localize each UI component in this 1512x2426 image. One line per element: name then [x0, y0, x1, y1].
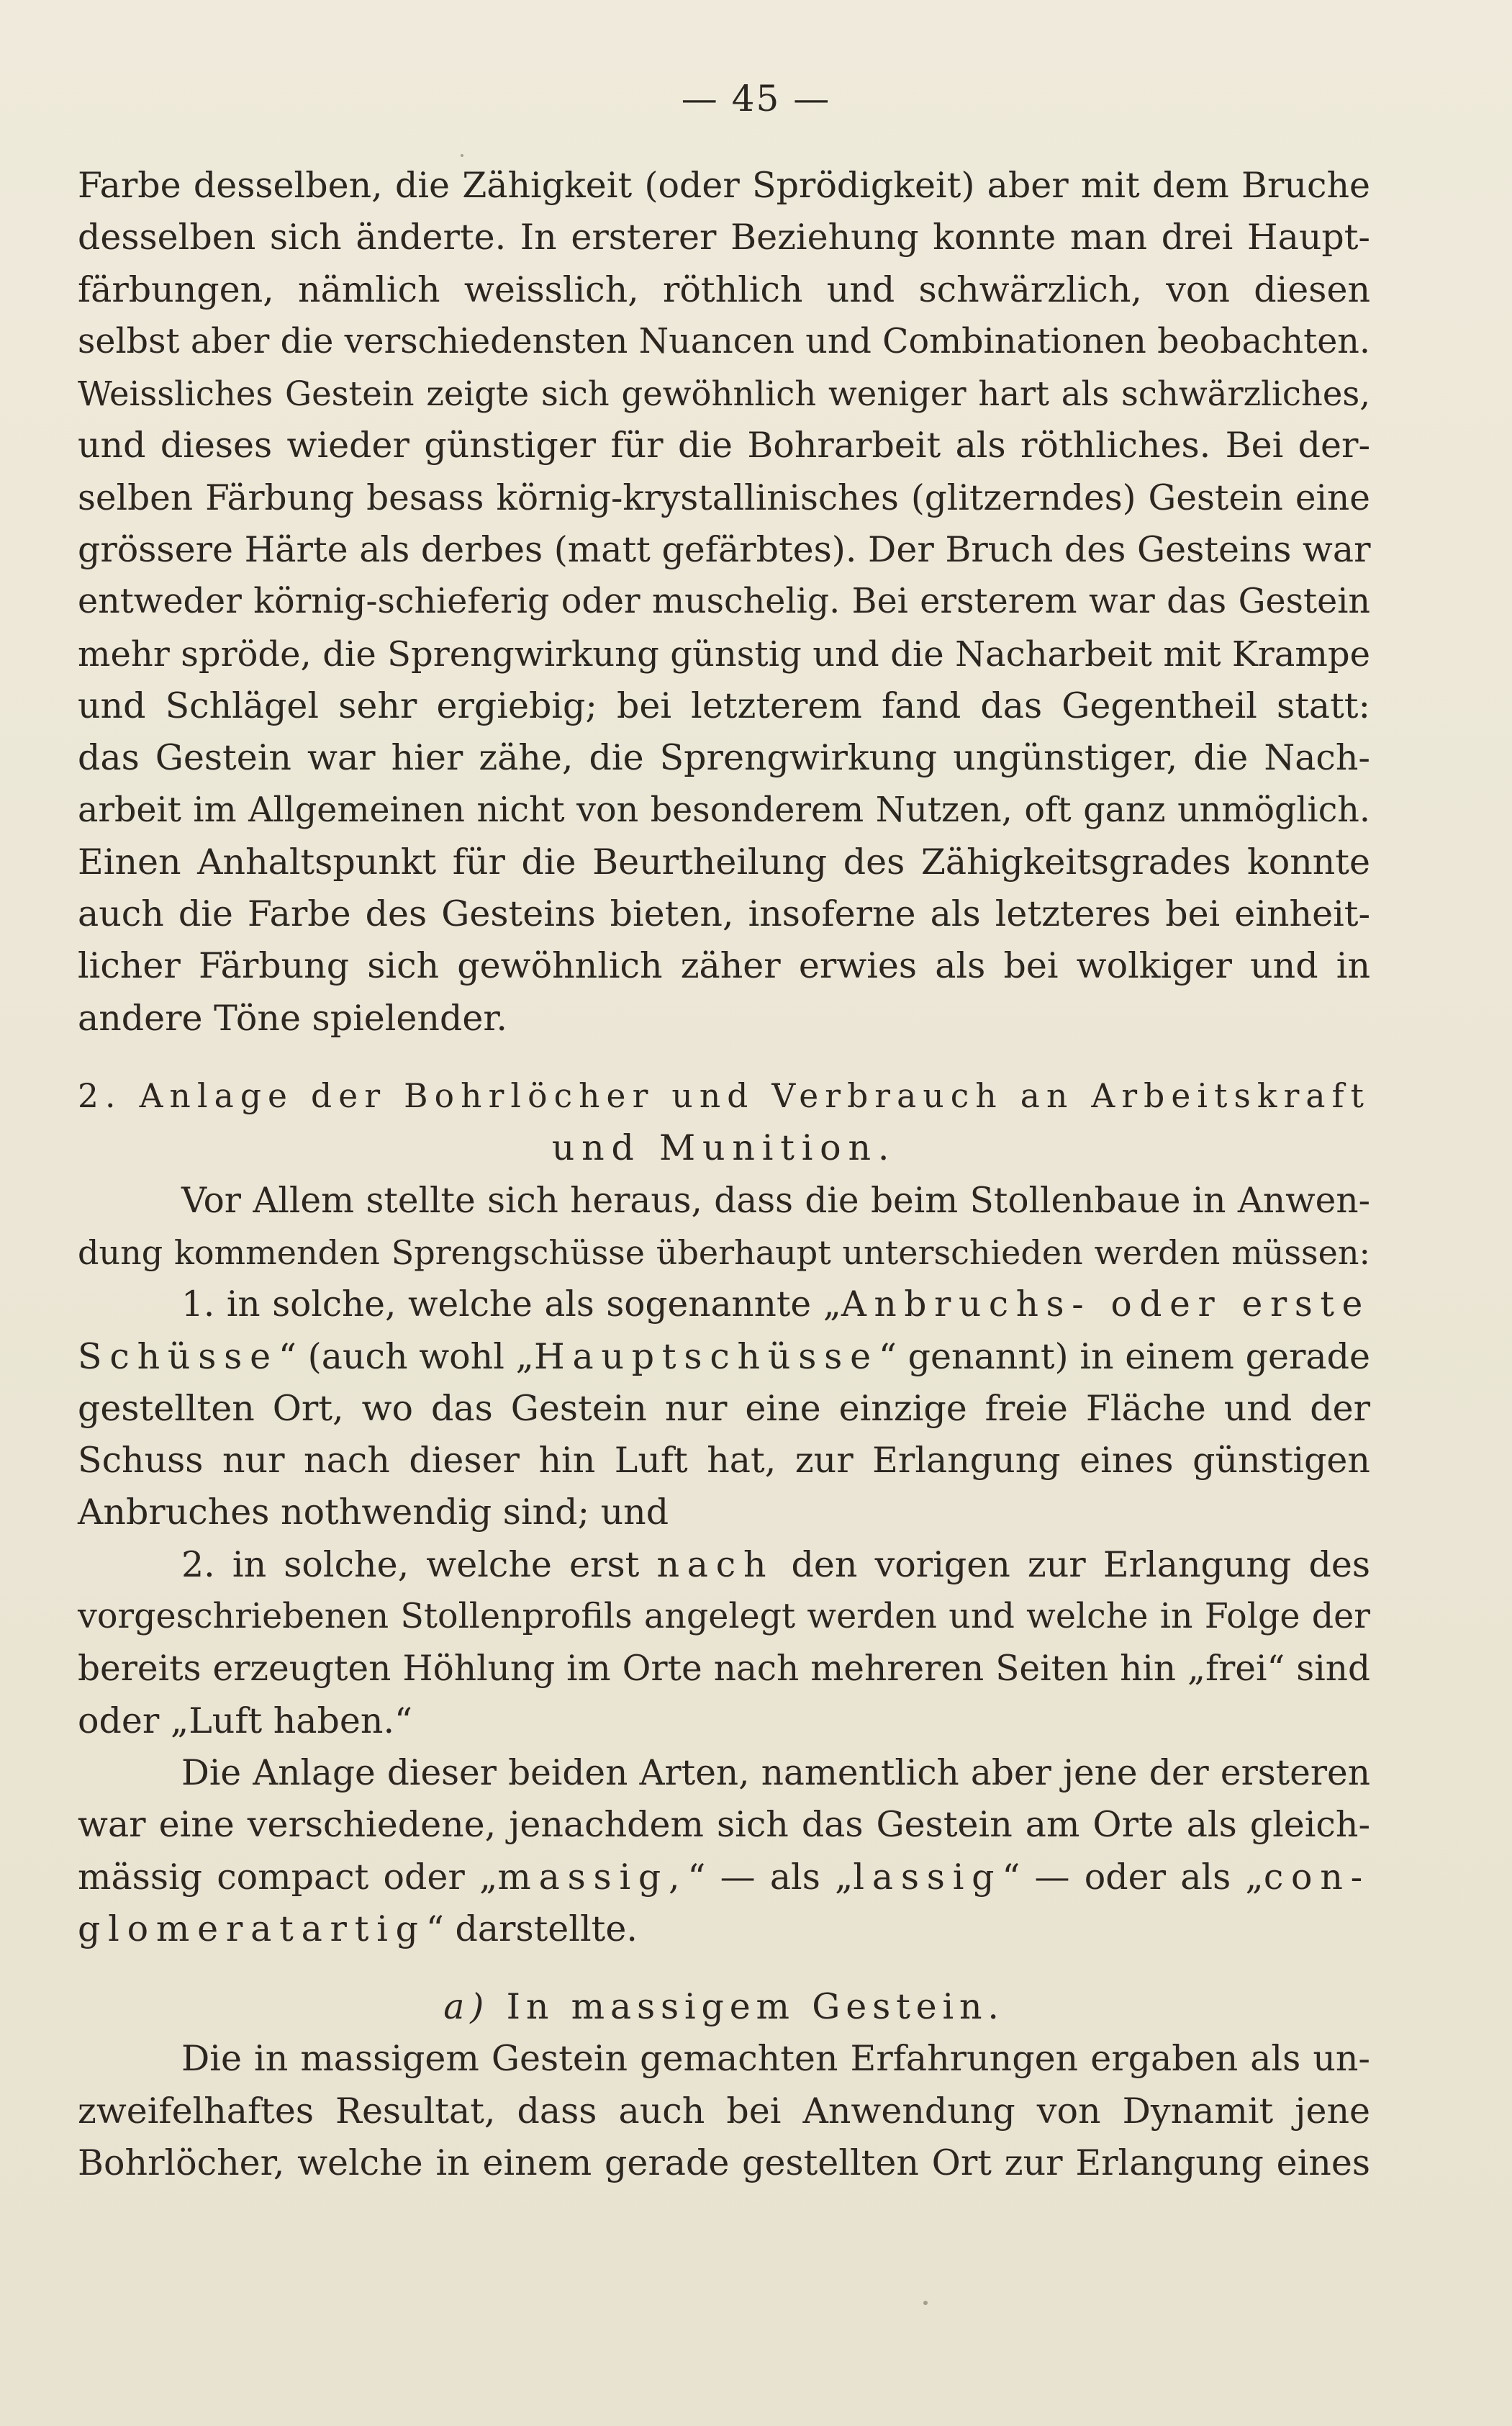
spaced-term: Schüsse	[78, 1335, 279, 1377]
spaced-term: Anbruchs- oder erste	[841, 1284, 1370, 1325]
text-line	[78, 1331, 1370, 1383]
section-spacer	[78, 1045, 1370, 1070]
text-line: andere Töne spielender.	[78, 997, 507, 1039]
text-line: Die in massigem Gestein gemachten Erfahrungen ergaben als un-	[181, 2038, 1370, 2080]
text-line: Anbruches nothwendig sind; und	[78, 1492, 669, 1533]
paragraph-shot-types-intro	[78, 1175, 1370, 1279]
section-heading	[78, 1070, 1370, 1175]
text-line: selbst aber die verschiedensten Nuancen und Combinationen beobachten.	[78, 321, 1370, 361]
text-line: desselben sich änderte. In ersterer Beziehung konnte man drei Haupt-	[78, 217, 1370, 258]
text-run: mässig compact oder „	[78, 1856, 498, 1898]
text-run: “ darstellte.	[425, 1908, 638, 1949]
text-line: Vor Allem stellte sich heraus, dass die beim Stollenbaue in Anwen-	[181, 1180, 1370, 1221]
text-run: “ — oder als „	[1002, 1856, 1264, 1898]
text-line: war eine verschiedene, jenachdem sich das Gestein am Orte als gleich-	[78, 1804, 1370, 1846]
text-line: Schuss nur nach dieser hin Luft hat, zur Erlangung eines günstigen	[78, 1440, 1370, 1482]
text-run: “ (auch wohl „	[278, 1335, 534, 1377]
paragraph-colour-and-hardness	[78, 160, 1370, 1045]
paper-speck	[461, 154, 463, 157]
text-line: das Gestein war hier zähe, die Sprengwirkung ungünstiger, die Nach-	[78, 737, 1370, 779]
text-run: 1. in solche, welche als sogenannte „	[181, 1284, 841, 1325]
text-line: gestellten Ort, wo das Gestein nur eine einzige freie Fläche und der	[78, 1387, 1370, 1429]
paragraph-rock-types	[78, 1747, 1370, 1955]
text-line: färbungen, nämlich weisslich, röthlich und schwärzlich, von diesen	[78, 269, 1370, 310]
text-line: und dieses wieder günstiger für die Bohrarbeit als röthliches. Bei der-	[78, 425, 1370, 466]
subsection-heading	[78, 1981, 1370, 2033]
text-run: den vorigen zur Erlangung des	[774, 1543, 1371, 1585]
spaced-term: nach	[656, 1543, 774, 1585]
text-line: entweder körnig-schieferig oder muschelig. Bei ersterem war das Gestein	[78, 582, 1370, 622]
text-line: Weissliches Gestein zeigte sich gewöhnlich weniger hart als schwärzliches,	[78, 374, 1370, 414]
page-text	[78, 160, 1370, 2189]
spaced-term: lassig	[853, 1856, 1002, 1898]
text-line: oder „Luft haben.“	[78, 1700, 413, 1741]
text-line: grössere Härte als derbes (matt gefärbtes). Der Bruch des Gesteins war	[78, 529, 1371, 571]
subsection-marker: a)	[443, 1986, 490, 2028]
list-item-first-shots	[78, 1279, 1370, 1538]
spaced-term: glomeratartig	[78, 1908, 426, 1949]
text-line	[78, 1279, 1370, 1330]
page-number: — 45 —	[681, 78, 831, 120]
subsection-title: In massigem Gestein.	[489, 1986, 1005, 2028]
text-line: auch die Farbe des Gesteins bieten, insoferne als letzteres bei einheit-	[78, 893, 1370, 935]
text-line: zweifelhaftes Resultat, dass auch bei Anwendung von Dynamit jene	[78, 2090, 1370, 2132]
text-line: licher Färbung sich gewöhnlich zäher erwies als bei wolkiger und in	[78, 945, 1370, 987]
text-line	[78, 1852, 1370, 1903]
text-run: “ genannt) in einem gerade	[878, 1335, 1370, 1377]
text-line: Einen Anhaltspunkt für die Beurtheilung des Zähigkeitsgrades konnte	[78, 841, 1370, 883]
text-line	[78, 1903, 1370, 1955]
text-run: 2. in solche, welche erst	[181, 1543, 657, 1585]
spaced-term: massig,	[497, 1856, 688, 1898]
text-line: Farbe desselben, die Zähigkeit (oder Sprödigkeit) aber mit dem Bruche	[78, 165, 1370, 206]
text-line: bereits erzeugten Höhlung im Orte nach mehreren Seiten hin „frei“ sind	[78, 1649, 1370, 1690]
text-line: dung kommenden Sprengschüsse überhaupt unterschieden werden müssen:	[78, 1232, 1370, 1272]
section-heading-line: 2. Anlage der Bohrlöcher und Verbrauch an Arbeitskraft	[78, 1077, 1370, 1116]
section-spacer	[78, 1955, 1370, 1981]
text-line: mehr spröde, die Sprengwirkung günstig und die Nacharbeit mit Krampe	[78, 633, 1370, 675]
paragraph-massive-rock	[78, 2033, 1370, 2189]
text-line: und Schlägel sehr ergiebig; bei letzterem fand das Gegentheil statt:	[78, 685, 1370, 726]
text-line: Die Anlage dieser beiden Arten, namentlich aber jene der ersteren	[181, 1752, 1370, 1793]
text-line	[78, 1539, 1370, 1591]
text-line: selben Färbung besass körnig-krystallinisches (glitzerndes) Gestein eine	[78, 477, 1370, 518]
text-line: arbeit im Allgemeinen nicht von besonderem Nutzen, oft ganz unmöglich.	[78, 790, 1370, 830]
spaced-term: Hauptschüsse	[533, 1335, 879, 1377]
list-item-following-shots	[78, 1539, 1370, 1747]
text-line: vorgeschriebenen Stollenprofils angelegt werden und welche in Folge der	[78, 1597, 1370, 1637]
spaced-term: con-	[1263, 1856, 1370, 1898]
text-line: Bohrlöcher, welche in einem gerade gestellten Ort zur Erlangung eines	[78, 2142, 1370, 2183]
text-run: “ — als „	[687, 1856, 854, 1898]
paper-speck	[923, 2301, 928, 2305]
section-heading-line: und Munition.	[551, 1127, 897, 1169]
